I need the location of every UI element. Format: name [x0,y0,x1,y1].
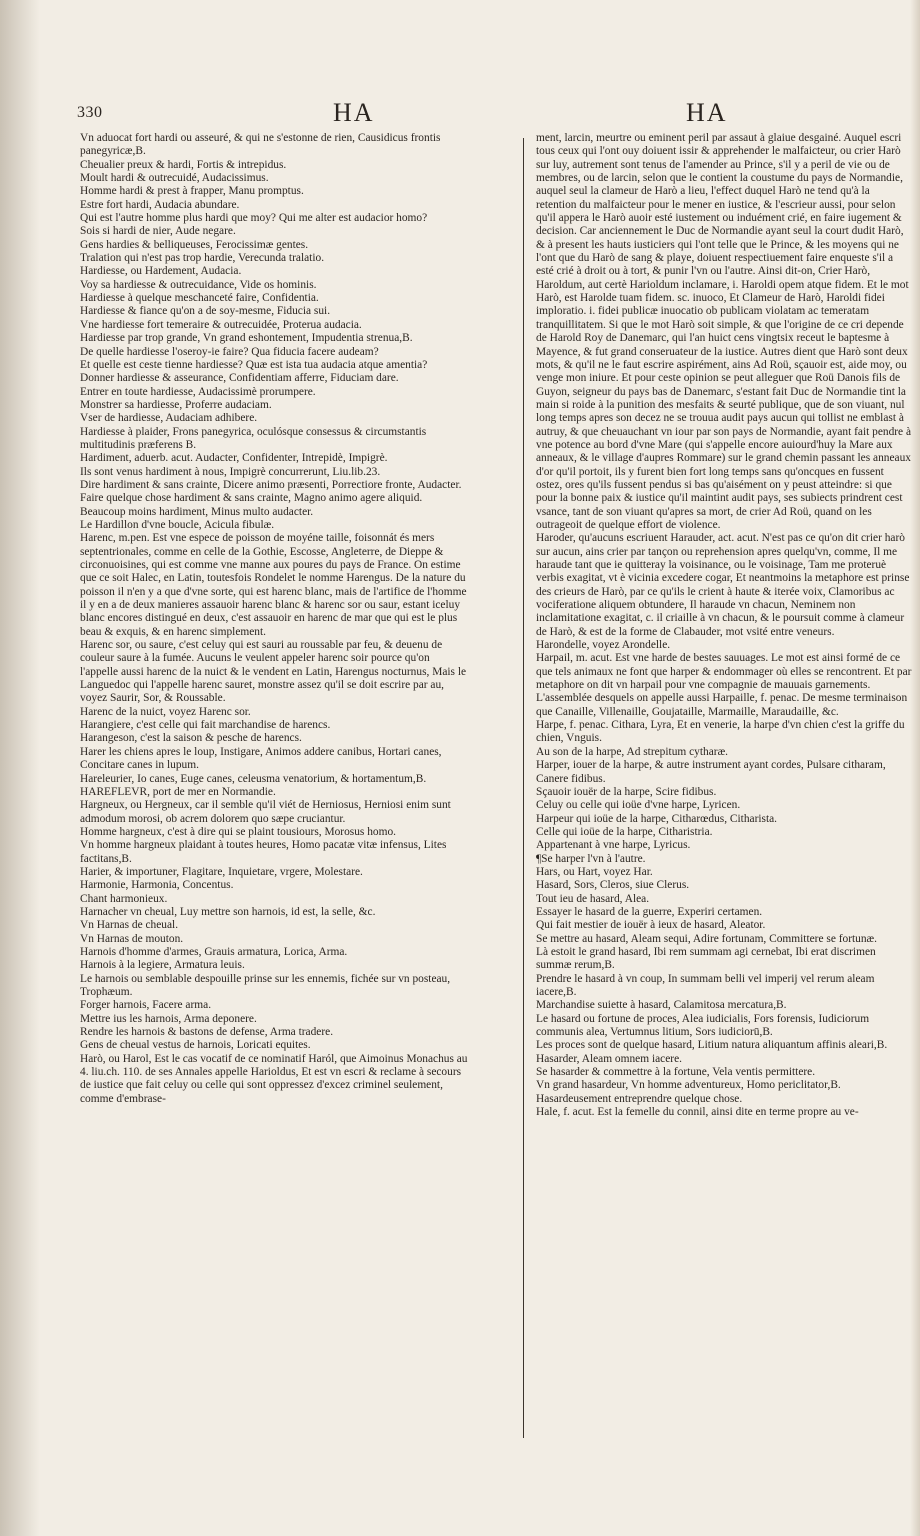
dictionary-entry: Harenc, m.pen. Est vne espece de poisson de moyéne taille, foisonnát és mers septentrionales, comme en celle de la Gothie, Escosse, Angleterre, de Dieppe & circonuoisines, qui est comme vne manne aux poures du pays de France. On estime que ce soit Halec, en Latin, toutesfois Rondelet le nomme Harengus. De la nature du poisson il n'en y a que d'vne sorte, qui est harenc blanc, mais de l'artifice de l'homme il y en a de deux manieres assauoir harenc blanc & harenc sor ou saur, estant iceluy blanc encores distingué en deux, c'est assauoir en harenc de mar que qui est le plus beau & exquis, & en harenc simplement. [80,532,467,638]
dictionary-entry: Se mettre au hasard, Aleam sequi, Adire fortunam, Committere se fortunæ. [536,932,878,945]
dictionary-entry: Et quelle est ceste tienne hardiesse? Quæ est ista tua audacia atque amentia? [80,358,428,371]
dictionary-entry: Harenc de la nuict, voyez Harenc sor. [80,705,251,718]
dictionary-entry: Harmonie, Harmonia, Concentus. [80,879,234,892]
dictionary-entry: Estre fort hardi, Audacia abundare. [80,198,240,211]
book-gutter [0,0,40,1536]
dictionary-entry: Marchandise suiette à hasard, Calamitosa mercatura,B. [536,999,787,1012]
dictionary-entry: Harò, ou Harol, Est le cas vocatif de ce nominatif Haról, que Aimoinus Monachus au 4. liu.ch. 110. de ses Annales appelle Harioldus, Et est vn escri & reclame à secours de iustice que fait celuy ou celle qui sont oppressez d'excez criminel seulement, comme d'embrase- [80,1052,468,1105]
dictionary-entry: Dire hardiment & sans crainte, Dicere animo præsenti, Porrectiore fronte, Audacter. [80,478,462,491]
dictionary-entry: Chant harmonieux. [80,892,168,905]
dictionary-entry: Se hasarder & commettre à la fortune, Vela ventis permittere. [536,1066,816,1079]
dictionary-entry: Hardiesse & fiance qu'on a de soy-mesme, Fiducia sui. [80,305,331,318]
dictionary-entry: Harenc sor, ou saure, c'est celuy qui est sauri au roussable par feu, & deuenu de couleur saure à la fumée. Aucuns le veulent appeler harenc soir pource qu'on l'appelle aussi harenc de la nuict & le vendent en Latin, Harengus nocturnus, Mais le Languedoc qui l'appelle harenc sauret, monstre assez qu'il se doit escrire par au, voyez Saurir, Sor, & Roussable. [80,639,467,705]
dictionary-entry: Celle qui ioüe de la harpe, Citharistria. [536,825,713,838]
dictionary-entry: Le Hardillon d'vne boucle, Acicula fibulæ. [80,518,275,531]
dictionary-entry: Hasard, Sors, Cleros, siue Clerus. [536,879,690,892]
dictionary-entry: ¶Se harper l'vn à l'autre. [536,852,646,865]
dictionary-entry: Hargneux, ou Hergneux, car il semble qu'il viét de Herniosus, Herniosi enim sunt admodum morosi, ob acrem dolorem quo sæpe cruciantur. [80,799,451,825]
dictionary-entry: Harpail, m. acut. Est vne harde de bestes sauuages. Le mot est ainsi formé de ce que tels animaux ne font que harper & endommager où elles se rencontrent. Et par metaphore on dit vn harpail pour vne compagnie de mauuais garnements. L'assemblée desquels on appelle aussi Harpaille, f. penac. De mesme terminaison que Canaille, Villenaille, Goujataille, Marmaille, Maraudaille, &c. [536,652,912,718]
dictionary-entry: Hale, f. acut. Est la femelle du connil, ainsi dite en terme propre au ve- [536,1106,859,1119]
dictionary-entry: Harnacher vn cheual, Luy mettre son harnois, id est, la selle, &c. [80,905,376,918]
right-column [536,132,912,1119]
dictionary-entry: Gens de cheual vestus de harnois, Loricati equites. [80,1039,311,1052]
dictionary-entry: Hardiment, aduerb. acut. Audacter, Confidenter, Intrepidè, Impigrè. [80,452,388,465]
running-head-right: HA [686,98,728,127]
dictionary-entry: Hars, ou Hart, voyez Har. [536,865,653,878]
dictionary-entry: De quelle hardiesse l'oseroy-ie faire? Qua fiducia facere audeam? [80,345,379,358]
dictionary-entry: Hardiesse par trop grande, Vn grand eshontement, Impudentia strenua,B. [80,332,413,345]
page-number: 330 [77,104,103,121]
dictionary-entry: ment, larcin, meurtre ou eminent peril par assaut à glaiue desgainé. Auquel escri tous ceux qui l'ont ouy doiuent issir & apprehender le malfaicteur, ou crier Harò sur luy, autrement sont tenus de l'amender au Prince, s'il y a peril de vie ou de membres, ou de larcin, selon que le contient la coustume du pays de Normandie, auquel seul la clameur de Harò a lieu, l'effect duquel Harò ne tend qu'à la retention du malfaicteur pour le mener en iustice, & l'escrieur aussi, pour selon qu'il appera le Harò auoir esté iustement ou induément crié, en faire iugement & decision. Car anciennement le Duc de Normandie ayant seul la court dudit Harò, & à present les hauts iusticiers qui l'ont telle que le Prince, & les moyens qui ne l'ont que du Harò de sang & playe, doiuent respectiuement faire enqueste s'il a esté crié à droit ou à tort, & punir l'vn ou l'autre. Ainsi dit-on, Crier Harò, Haroldum, aut certè Harioldum inclamare, i. Haroldi opem atque fidem. Et le mot Harò, est Harolde tuam fidem. sc. inuoco, Et Clameur de Harò, Haroldi fidei imploratio. i. fidei publicæ inuocatio ob publicam violatam ac temeratam tranquillitatem. Si que le mot Harò soit simple, & que l'origine de ce cri depende de Harold Roy de Danemarc, qui l'an huict cens vingtsix receut le baptesme à Mayence, & fut grand conseruateur de la iustice. Autres dient que Harò sont deux mots, & qu'il ne le faut escrire aspirément, ains Ad Roü, sçauoir est, aide moy, ou venge mon iniure. Et pour ceste opinion se peut alleguer que Roü Danois fils de Guyon, seigneur du pays bas de Danemarc, s'estant fait Duc de Normandie tint la main si roide à la punition des mesfaits & seurté publique, que de son viuant, nul long temps apres son decez ne se trouua audit pays aucun qui tollist ne emblast à autruy, & que cheuauchant vn iour par son pays de Normandie, ayant fait pendre à vne potence au bord d'vne Mare (qui s'appelle encore auiourd'huy la Mare aux anneaux, & le village d'aupres Rommare) sur le grand chemin passant les anneaux d'or qu'il portoit, ils y furent bien fort long temps sans qu'oncques en fussent ostez, ores qu'ils fussent pendus si bas qu'aisément on y peust atteindre: si que pour la bonne paix & iustice qu'il maintint audit pays, ses subiects prindrent cest vsance, tant de son viuant qu'apres sa mort, de crier Ad Roü, quand on les outrageoit de quelque effort de violence. [536,132,912,531]
dictionary-entry: Appartenant à vne harpe, Lyricus. [536,839,691,852]
dictionary-entry: Là estoit le grand hasard, Ibi rem summam agi cernebat, Ibi erat discrimen summæ rerum,B. [536,945,876,972]
dictionary-entry: Cheualier preux & hardi, Fortis & intrepidus. [80,158,287,171]
dictionary-entry: Voy sa hardiesse & outrecuidance, Vide os hominis. [80,278,317,291]
dictionary-entry: Harnois à la legiere, Armatura leuis. [80,959,245,972]
dictionary-entry: Harpeur qui ioüe de la harpe, Citharœdus, Citharista. [536,812,778,825]
dictionary-entry: Homme hargneux, c'est à dire qui se plaint tousiours, Morosus homo. [80,825,396,838]
running-head-left: HA [333,98,375,127]
dictionary-entry: Sçauoir iouër de la harpe, Scire fidibus. [536,785,717,798]
dictionary-entry: Harondelle, voyez Arondelle. [536,639,671,652]
dictionary-entry: Harpe, f. penac. Cithara, Lyra, Et en venerie, la harpe d'vn chien c'est la griffe du chien, Vnguis. [536,719,905,745]
dictionary-entry: Vn aduocat fort hardi ou asseuré, & qui ne s'estonne de rien, Causidicus frontis panegyricæ,B. [80,132,441,158]
dictionary-entry: Harangiere, c'est celle qui fait marchandise de harencs. [80,719,331,732]
dictionary-entry: Vne hardiesse fort temeraire & outrecuidée, Proterua audacia. [80,318,362,331]
dictionary-entry: Homme hardi & prest à frapper, Manu promptus. [80,185,304,198]
left-column [80,132,470,1106]
dictionary-entry: Hasardeusement entreprendre quelque chose. [536,1092,743,1105]
dictionary-entry: Moult hardi & outrecuidé, Audacissimus. [80,172,269,185]
column-divider [523,138,524,1438]
dictionary-entry: Tout ieu de hasard, Alea. [536,892,650,905]
dictionary-entry: Faire quelque chose hardiment & sans crainte, Magno animo agere aliquid. [80,492,423,505]
dictionary-entry: Entrer en toute hardiesse, Audacissimè prorumpere. [80,385,316,398]
dictionary-entry: Le hasard ou fortune de proces, Alea iudicialis, Fors forensis, Iudiciorum communis alea, Vertumnus litium, Sors iudiciorū,B. [536,1012,870,1039]
dictionary-entry: Harnois d'homme d'armes, Grauis armatura, Lorica, Arma. [80,945,348,958]
dictionary-entry: Essayer le hasard de la guerre, Experiri certamen. [536,905,763,918]
dictionary-entry: Le harnois ou semblable despouille prinse sur les ennemis, fichée sur vn posteau, Trophæum. [80,972,451,998]
dictionary-entry: Haroder, qu'aucuns escriuent Harauder, act. acut. N'est pas ce qu'on dit crier harò sur aucun, ains crier par tançon ou reprehension apres quelqu'vn, comme, Il me haraude tant que ie quitteray la voisinance, ou le voisinage, Tam me proteruè verbis exagitat, vt è vicinia excedere cogar, Et neantmoins la metaphore est prinse des crieurs de Harò, par ce qu'ils le crient à haute & iterée voix, Clamoribus ac vociferatione aliquem obtundere, Il haraude vn chacun, Neminem non inclamitatione exagitat, c. il criaille à vn chacun, & le poursuit comme à clameur de Harò, & est de la forme de Clabauder, mot vsité entre veneurs. [536,532,910,638]
dictionary-entry: Hasarder, Aleam omnem iacere. [536,1052,682,1065]
dictionary-entry: Qui est l'autre homme plus hardi que moy? Qui me alter est audacior homo? [80,212,428,225]
dictionary-entry: Vn Harnas de cheual. [80,919,179,932]
dictionary-entry: Gens hardies & belliqueuses, Ferocissimæ gentes. [80,238,309,251]
dictionary-entry: Vn grand hasardeur, Vn homme adventureux, Homo periclitator,B. [536,1079,841,1092]
dictionary-entry: Forger harnois, Facere arma. [80,999,212,1012]
dictionary-entry: Harier, & importuner, Flagitare, Inquietare, vrgere, Molestare. [80,865,363,878]
dictionary-entry: Monstrer sa hardiesse, Proferre audaciam. [80,398,272,411]
dictionary-entry: Vn homme hargneux plaidant à toutes heures, Homo pacatæ vitæ infensus, Lites factitans,B. [80,839,447,865]
dictionary-entry: Mettre ius les harnois, Arma deponere. [80,1012,257,1025]
dictionary-entry: Qui fait mestier de iouër à ieux de hasard, Aleator. [536,919,766,932]
dictionary-entry: Hardiesse, ou Hardement, Audacia. [80,265,242,278]
dictionary-entry: Hareleurier, Io canes, Euge canes, celeusma venatorium, & hortamentum,B. [80,772,427,785]
dictionary-entry: Donner hardiesse & asseurance, Confidentiam afferre, Fiduciam dare. [80,372,399,385]
dictionary-entry: Harangeson, c'est la saison & pesche de harencs. [80,732,302,745]
dictionary-entry: Les proces sont de quelque hasard, Litium natura aliquantum affinis aleari,B. [536,1039,888,1052]
dictionary-entry: Hardiesse à plaider, Frons panegyrica, oculósque consessus & circumstantis multitudinis præferens B. [80,425,427,451]
dictionary-entry: Vn Harnas de mouton. [80,932,184,945]
dictionary-entry: HAREFLEVR, port de mer en Normandie. [80,785,276,798]
dictionary-entry: Tralation qui n'est pas trop hardie, Verecunda tralatio. [80,252,325,265]
dictionary-entry: Hardiesse à quelque meschanceté faire, Confidentia. [80,292,319,305]
dictionary-entry: Rendre les harnois & bastons de defense, Arma tradere. [80,1026,334,1039]
dictionary-entry: Celuy ou celle qui ioüe d'vne harpe, Lyricen. [536,799,741,812]
dictionary-entry: Harper, iouer de la harpe, & autre instrument ayant cordes, Pulsare citharam, Canere fidibus. [536,759,886,785]
dictionary-entry: Ils sont venus hardiment à nous, Impigrè concurrerunt, Liu.lib.23. [80,465,381,478]
dictionary-entry: Prendre le hasard à vn coup, In summam belli vel imperij vel rerum aleam iacere,B. [536,972,875,998]
dictionary-entry: Harer les chiens apres le loup, Instigare, Animos addere canibus, Hortari canes, Concitare canes in lupum. [80,745,442,772]
dictionary-entry: Au son de la harpe, Ad strepitum cytharæ. [536,745,729,758]
dictionary-entry: Vser de hardiesse, Audaciam adhibere. [80,412,258,425]
dictionary-entry: Sois si hardi de nier, Aude negare. [80,225,236,238]
dictionary-entry: Beaucoup moins hardiment, Minus multo audacter. [80,505,314,518]
